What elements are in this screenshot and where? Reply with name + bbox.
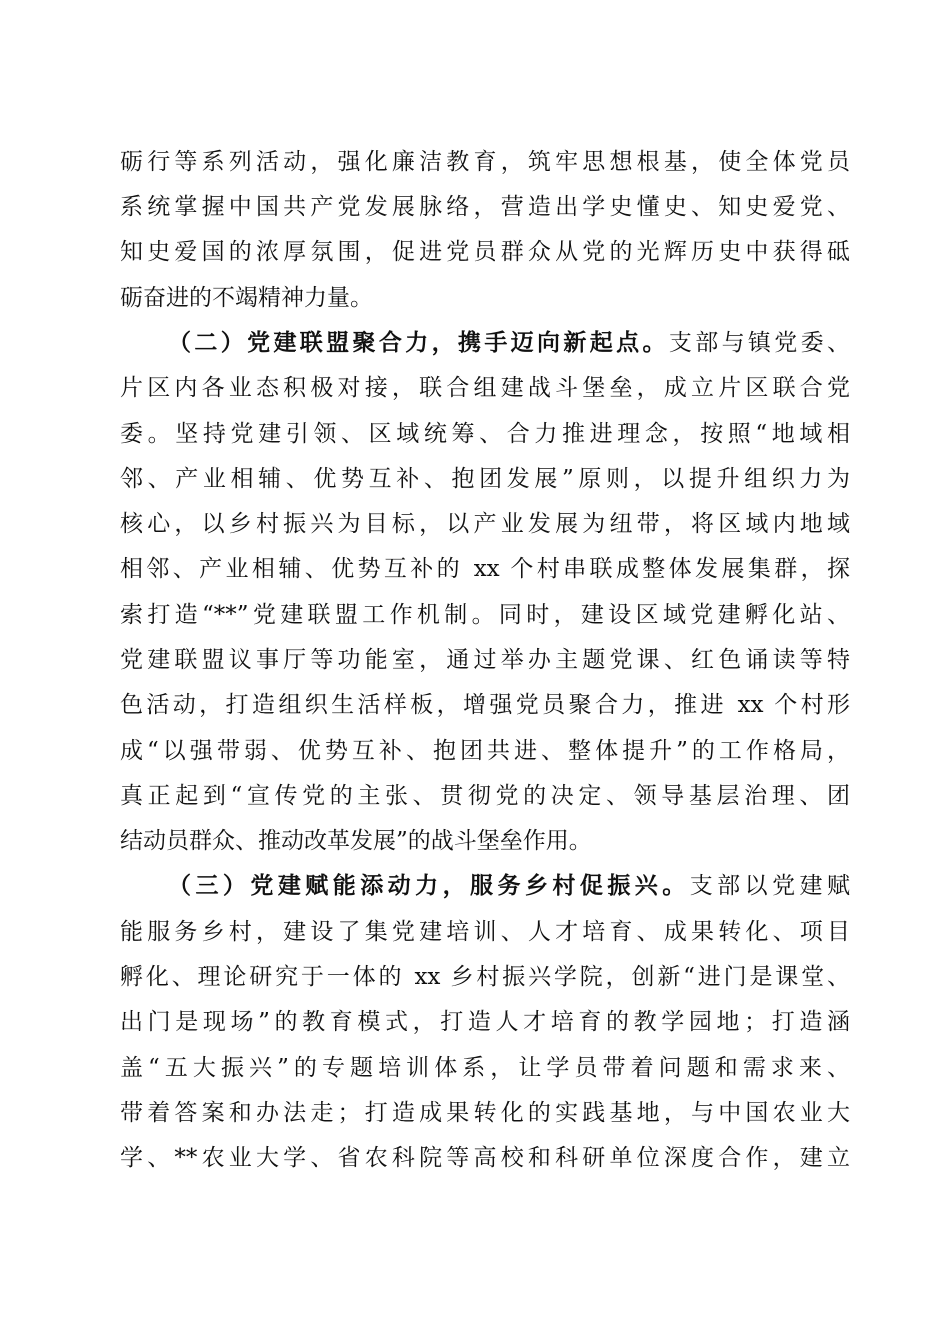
paragraph-2-line: 成“以强带弱、优势互补、抱团共进、整体提升”的工作格局， <box>120 738 850 764</box>
paragraph-2-line: 党建联盟议事厅等功能室，通过举办主题党课、红色诵读等特 <box>120 647 850 673</box>
paragraph-3-line: 出门是现场”的教育模式，打造人才培育的教学园地；打造涵 <box>120 1009 850 1035</box>
paragraph-2-line: 邻、产业相辅、优势互补、抱团发展”原则，以提升组织力为 <box>120 466 850 492</box>
paragraph-2-line: 色活动，打造组织生活样板，增强党员聚合力，推进 xx 个村形 <box>120 692 850 718</box>
paragraph-2-heading: （二）党建联盟聚合力，携手迈向新起点。 <box>168 329 669 356</box>
paragraph-2-line: 索打造“**”党建联盟工作机制。同时，建设区域党建孵化站、 <box>120 602 850 628</box>
paragraph-1-line: 系统掌握中国共产党发展脉络，营造出学史懂史、知史爱党、 <box>120 194 850 220</box>
paragraph-2-line: 核心，以乡村振兴为目标，以产业发展为纽带，将区域内地域 <box>120 511 850 537</box>
paragraph-2-line: 结动员群众、推动改革发展”的战斗堡垒作用。 <box>120 828 592 854</box>
paragraph-2-line: 片区内各业态积极对接，联合组建战斗堡垒，成立片区联合党 <box>120 375 850 401</box>
paragraph-3-heading: （三）党建赋能添动力，服务乡村促振兴。 <box>168 872 690 899</box>
paragraph-3-line: 学、**农业大学、省农科院等高校和科研单位深度合作，建立 <box>120 1145 850 1171</box>
paragraph-3-line: 盖“五大振兴”的专题培训体系，让学员带着问题和需求来、 <box>120 1055 850 1081</box>
paragraph-3-line: 孵化、理论研究于一体的 xx 乡村振兴学院，创新“进门是课堂、 <box>120 964 850 990</box>
paragraph-2-first-line <box>168 323 850 363</box>
paragraph-1-line: 砺奋进的不竭精神力量。 <box>120 285 373 311</box>
paragraph-2-line: 真正起到“宣传党的主张、贯彻党的决定、领导基层治理、团 <box>120 783 850 809</box>
paragraph-2-first-line-text: 支部与镇党委、 <box>668 330 850 356</box>
paragraph-3-line: 能服务乡村，建设了集党建培训、人才培育、成果转化、项目 <box>120 919 850 945</box>
paragraph-3-first-line-text: 支部以党建赋 <box>689 873 850 899</box>
paragraph-2-line: 委。坚持党建引领、区域统筹、合力推进理念，按照“地域相 <box>120 421 850 447</box>
paragraph-1-line: 砺行等系列活动，强化廉洁教育，筑牢思想根基，使全体党员 <box>120 149 850 175</box>
paragraph-3-line: 带着答案和办法走；打造成果转化的实践基地，与中国农业大 <box>120 1100 850 1126</box>
paragraph-3-first-line <box>168 866 850 906</box>
paragraph-1-line: 知史爱国的浓厚氛围，促进党员群众从党的光辉历史中获得砥 <box>120 239 850 265</box>
paragraph-2-line: 相邻、产业相辅、优势互补的 xx 个村串联成整体发展集群，探 <box>120 556 850 582</box>
